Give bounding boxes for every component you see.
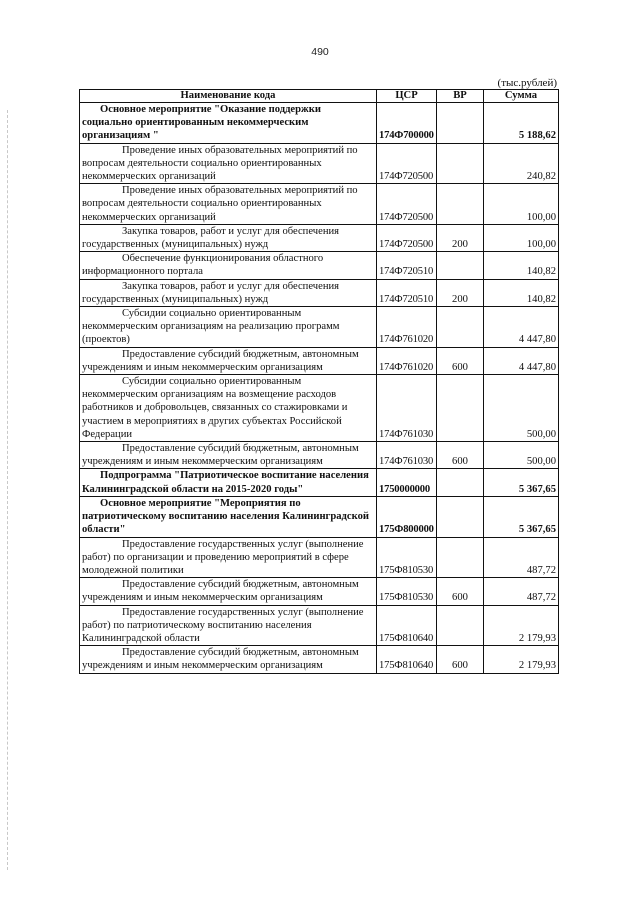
row-name: Проведение иных образовательных мероприятий по вопросам деятельности социально ориентированных некоммерческих организаций [80,143,377,184]
row-vr [437,605,484,646]
row-vr [437,103,484,144]
row-csr: 174Ф761020 [377,347,437,374]
table-row [80,307,559,348]
row-csr: 175Ф810530 [377,537,437,578]
row-name: Предоставление субсидий бюджетным, автономным учреждениям и иным некоммерческим организациям [80,578,377,605]
table-row [80,375,559,442]
table-row [80,143,559,184]
row-vr [437,252,484,279]
row-csr: 175Ф810640 [377,646,437,673]
header-vr: ВР [437,90,484,103]
row-name: Предоставление субсидий бюджетным, автономным учреждениям и иным некоммерческим организациям [80,442,377,469]
header-name: Наименование кода [80,90,377,103]
row-csr: 174Ф720500 [377,224,437,251]
row-name: Закупка товаров, работ и услуг для обеспечения государственных (муниципальных) нужд [80,279,377,306]
row-vr [437,496,484,537]
row-sum: 100,00 [484,224,559,251]
row-sum: 5 367,65 [484,496,559,537]
row-vr: 200 [437,224,484,251]
row-name: Субсидии социально ориентированным некоммерческим организациям на реализацию программ (проектов) [80,307,377,348]
table-row [80,496,559,537]
row-name: Подпрограмма "Патриотическое воспитание населения Калининградской области на 2015-2020 годы" [80,469,377,496]
row-sum: 100,00 [484,184,559,225]
row-csr: 174Ф761020 [377,307,437,348]
row-sum: 500,00 [484,442,559,469]
table-row [80,252,559,279]
row-sum: 140,82 [484,252,559,279]
row-name: Закупка товаров, работ и услуг для обеспечения государственных (муниципальных) нужд [80,224,377,251]
row-sum: 2 179,93 [484,646,559,673]
page-number: 490 [311,46,329,58]
table-row [80,578,559,605]
table-row [80,442,559,469]
row-sum: 5 188,62 [484,103,559,144]
row-csr: 174Ф761030 [377,375,437,442]
table-row [80,646,559,673]
row-vr [437,375,484,442]
header-csr: ЦСР [377,90,437,103]
row-csr: 174Ф720500 [377,184,437,225]
row-name: Предоставление субсидий бюджетным, автономным учреждениям и иным некоммерческим организациям [80,646,377,673]
row-csr: 174Ф720510 [377,252,437,279]
scan-margin-line [7,110,8,870]
row-sum: 240,82 [484,143,559,184]
row-csr: 1750000000 [377,469,437,496]
row-vr [437,184,484,225]
row-vr: 600 [437,442,484,469]
row-sum: 4 447,80 [484,307,559,348]
table-row [80,103,559,144]
row-sum: 500,00 [484,375,559,442]
row-name: Проведение иных образовательных мероприятий по вопросам деятельности социально ориентированных некоммерческих организаций [80,184,377,225]
row-vr [437,469,484,496]
table-row [80,224,559,251]
table-row [80,469,559,496]
row-name: Предоставление государственных услуг (выполнение работ) по патриотическому воспитанию населения Калининградской области [80,605,377,646]
row-csr: 175Ф810530 [377,578,437,605]
row-csr: 174Ф720510 [377,279,437,306]
row-name: Основное мероприятие "Оказание поддержки социально ориентированным некоммерческим организациям " [80,103,377,144]
row-vr: 200 [437,279,484,306]
row-vr: 600 [437,347,484,374]
row-name: Субсидии социально ориентированным некоммерческим организациям на возмещение расходов работников и добровольцев, связанных со стажировками и участием в мероприятиях в других субъектах Российской Федерации [80,375,377,442]
budget-table [79,89,559,674]
row-sum: 5 367,65 [484,469,559,496]
row-sum: 487,72 [484,578,559,605]
row-vr [437,143,484,184]
row-csr: 174Ф720500 [377,143,437,184]
header-sum: Сумма [484,90,559,103]
row-sum: 4 447,80 [484,347,559,374]
table-row [80,537,559,578]
table-row [80,347,559,374]
table-row [80,279,559,306]
row-vr: 600 [437,578,484,605]
row-name: Предоставление субсидий бюджетным, автономным учреждениям и иным некоммерческим организациям [80,347,377,374]
table-header-row [80,90,559,103]
row-sum: 2 179,93 [484,605,559,646]
table-row [80,605,559,646]
row-name: Основное мероприятие "Мероприятия по патриотическому воспитанию населения Калининградской области" [80,496,377,537]
units-label: (тыс.рублей) [497,77,557,89]
row-csr: 175Ф810640 [377,605,437,646]
row-vr [437,537,484,578]
row-csr: 174Ф700000 [377,103,437,144]
row-vr [437,307,484,348]
row-sum: 140,82 [484,279,559,306]
row-csr: 174Ф761030 [377,442,437,469]
row-name: Предоставление государственных услуг (выполнение работ) по организации и проведению мероприятий в сфере молодежной политики [80,537,377,578]
table-row [80,184,559,225]
row-name: Обеспечение функционирования областного информационного портала [80,252,377,279]
row-sum: 487,72 [484,537,559,578]
row-csr: 175Ф800000 [377,496,437,537]
row-vr: 600 [437,646,484,673]
